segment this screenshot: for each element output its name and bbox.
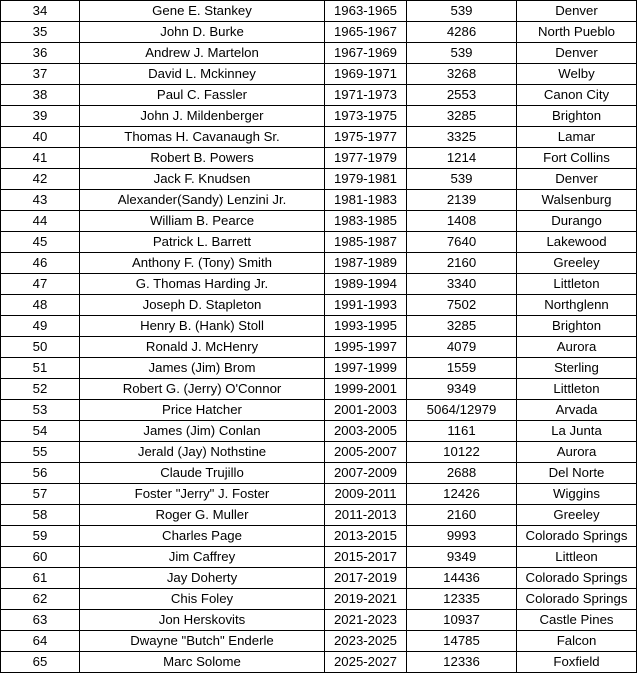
table-row — [1, 400, 637, 421]
council-number-cell: 14436 — [407, 568, 517, 589]
name-cell: William B. Pearce — [80, 211, 325, 232]
term-years-cell: 1993-1995 — [325, 316, 407, 337]
term-years-cell: 1971-1973 — [325, 85, 407, 106]
council-number-cell: 10122 — [407, 442, 517, 463]
row-number-cell: 59 — [1, 526, 80, 547]
name-cell: Price Hatcher — [80, 400, 325, 421]
city-cell: Walsenburg — [517, 190, 637, 211]
name-cell: Foster "Jerry" J. Foster — [80, 484, 325, 505]
table-row — [1, 274, 637, 295]
row-number-cell: 46 — [1, 253, 80, 274]
table-row — [1, 295, 637, 316]
row-number-cell: 52 — [1, 379, 80, 400]
term-years-cell: 1975-1977 — [325, 127, 407, 148]
council-number-cell: 3340 — [407, 274, 517, 295]
council-number-cell: 14785 — [407, 631, 517, 652]
table-row — [1, 316, 637, 337]
name-cell: Andrew J. Martelon — [80, 43, 325, 64]
city-cell: Fort Collins — [517, 148, 637, 169]
council-number-cell: 2688 — [407, 463, 517, 484]
term-years-cell: 1985-1987 — [325, 232, 407, 253]
term-years-cell: 2023-2025 — [325, 631, 407, 652]
council-number-cell: 2160 — [407, 253, 517, 274]
name-cell: David L. Mckinney — [80, 64, 325, 85]
city-cell: Lamar — [517, 127, 637, 148]
council-number-cell: 2160 — [407, 505, 517, 526]
city-cell: Canon City — [517, 85, 637, 106]
table-row — [1, 148, 637, 169]
term-years-cell: 2015-2017 — [325, 547, 407, 568]
council-number-cell: 9349 — [407, 547, 517, 568]
row-number-cell: 60 — [1, 547, 80, 568]
council-number-cell: 4079 — [407, 337, 517, 358]
council-number-cell: 9349 — [407, 379, 517, 400]
table-row — [1, 43, 637, 64]
city-cell: La Junta — [517, 421, 637, 442]
term-years-cell: 2007-2009 — [325, 463, 407, 484]
name-cell: James (Jim) Conlan — [80, 421, 325, 442]
name-cell: Patrick L. Barrett — [80, 232, 325, 253]
council-number-cell: 1161 — [407, 421, 517, 442]
table-row — [1, 127, 637, 148]
table-row — [1, 568, 637, 589]
city-cell: Arvada — [517, 400, 637, 421]
row-number-cell: 49 — [1, 316, 80, 337]
term-years-cell: 1965-1967 — [325, 22, 407, 43]
city-cell: Littleon — [517, 547, 637, 568]
term-years-cell: 2017-2019 — [325, 568, 407, 589]
table-row — [1, 652, 637, 673]
table-row — [1, 379, 637, 400]
council-number-cell: 539 — [407, 43, 517, 64]
row-number-cell: 34 — [1, 1, 80, 22]
city-cell: Greeley — [517, 253, 637, 274]
council-number-cell: 2139 — [407, 190, 517, 211]
council-number-cell: 3268 — [407, 64, 517, 85]
city-cell: Colorado Springs — [517, 568, 637, 589]
city-cell: Littleton — [517, 274, 637, 295]
row-number-cell: 61 — [1, 568, 80, 589]
city-cell: Northglenn — [517, 295, 637, 316]
term-years-cell: 1987-1989 — [325, 253, 407, 274]
table-row — [1, 358, 637, 379]
name-cell: John D. Burke — [80, 22, 325, 43]
table-row — [1, 337, 637, 358]
row-number-cell: 55 — [1, 442, 80, 463]
term-years-cell: 1969-1971 — [325, 64, 407, 85]
city-cell: Brighton — [517, 106, 637, 127]
city-cell: Denver — [517, 1, 637, 22]
name-cell: John J. Mildenberger — [80, 106, 325, 127]
row-number-cell: 51 — [1, 358, 80, 379]
city-cell: Aurora — [517, 337, 637, 358]
table-row — [1, 211, 637, 232]
city-cell: Wiggins — [517, 484, 637, 505]
name-cell: James (Jim) Brom — [80, 358, 325, 379]
term-years-cell: 2001-2003 — [325, 400, 407, 421]
term-years-cell: 2021-2023 — [325, 610, 407, 631]
term-years-cell: 1979-1981 — [325, 169, 407, 190]
council-number-cell: 7502 — [407, 295, 517, 316]
name-cell: G. Thomas Harding Jr. — [80, 274, 325, 295]
name-cell: Claude Trujillo — [80, 463, 325, 484]
row-number-cell: 40 — [1, 127, 80, 148]
table-row — [1, 463, 637, 484]
row-number-cell: 43 — [1, 190, 80, 211]
name-cell: Ronald J. McHenry — [80, 337, 325, 358]
council-number-cell: 10937 — [407, 610, 517, 631]
council-number-cell: 3285 — [407, 316, 517, 337]
term-years-cell: 2013-2015 — [325, 526, 407, 547]
name-cell: Alexander(Sandy) Lenzini Jr. — [80, 190, 325, 211]
council-number-cell: 539 — [407, 169, 517, 190]
name-cell: Marc Solome — [80, 652, 325, 673]
name-cell: Jack F. Knudsen — [80, 169, 325, 190]
row-number-cell: 35 — [1, 22, 80, 43]
table-row — [1, 421, 637, 442]
table-row — [1, 526, 637, 547]
name-cell: Jim Caffrey — [80, 547, 325, 568]
council-number-cell: 3285 — [407, 106, 517, 127]
row-number-cell: 36 — [1, 43, 80, 64]
table-body — [1, 1, 637, 673]
table-row — [1, 547, 637, 568]
row-number-cell: 44 — [1, 211, 80, 232]
table-row — [1, 232, 637, 253]
row-number-cell: 38 — [1, 85, 80, 106]
name-cell: Jerald (Jay) Nothstine — [80, 442, 325, 463]
row-number-cell: 54 — [1, 421, 80, 442]
council-number-cell: 4286 — [407, 22, 517, 43]
term-years-cell: 1997-1999 — [325, 358, 407, 379]
city-cell: Falcon — [517, 631, 637, 652]
name-cell: Robert B. Powers — [80, 148, 325, 169]
term-years-cell: 1977-1979 — [325, 148, 407, 169]
council-number-cell: 9993 — [407, 526, 517, 547]
term-years-cell: 1999-2001 — [325, 379, 407, 400]
council-number-cell: 7640 — [407, 232, 517, 253]
council-number-cell: 5064/12979 — [407, 400, 517, 421]
row-number-cell: 62 — [1, 589, 80, 610]
council-number-cell: 539 — [407, 1, 517, 22]
name-cell: Roger G. Muller — [80, 505, 325, 526]
council-number-cell: 3325 — [407, 127, 517, 148]
term-years-cell: 1983-1985 — [325, 211, 407, 232]
city-cell: Colorado Springs — [517, 589, 637, 610]
term-years-cell: 2019-2021 — [325, 589, 407, 610]
name-cell: Dwayne "Butch" Enderle — [80, 631, 325, 652]
city-cell: Sterling — [517, 358, 637, 379]
name-cell: Thomas H. Cavanaugh Sr. — [80, 127, 325, 148]
table-row — [1, 1, 637, 22]
row-number-cell: 63 — [1, 610, 80, 631]
city-cell: Littleton — [517, 379, 637, 400]
term-years-cell: 1973-1975 — [325, 106, 407, 127]
city-cell: Aurora — [517, 442, 637, 463]
name-cell: Gene E. Stankey — [80, 1, 325, 22]
term-years-cell: 1967-1969 — [325, 43, 407, 64]
table-row — [1, 106, 637, 127]
row-number-cell: 58 — [1, 505, 80, 526]
row-number-cell: 57 — [1, 484, 80, 505]
city-cell: Del Norte — [517, 463, 637, 484]
row-number-cell: 45 — [1, 232, 80, 253]
term-years-cell: 1989-1994 — [325, 274, 407, 295]
city-cell: Colorado Springs — [517, 526, 637, 547]
row-number-cell: 50 — [1, 337, 80, 358]
city-cell: Welby — [517, 64, 637, 85]
name-cell: Chis Foley — [80, 589, 325, 610]
row-number-cell: 65 — [1, 652, 80, 673]
name-cell: Joseph D. Stapleton — [80, 295, 325, 316]
council-number-cell: 1559 — [407, 358, 517, 379]
term-years-cell: 1991-1993 — [325, 295, 407, 316]
row-number-cell: 47 — [1, 274, 80, 295]
table-row — [1, 64, 637, 85]
table-row — [1, 22, 637, 43]
row-number-cell: 56 — [1, 463, 80, 484]
name-cell: Jay Doherty — [80, 568, 325, 589]
city-cell: Foxfield — [517, 652, 637, 673]
council-number-cell: 1408 — [407, 211, 517, 232]
name-cell: Henry B. (Hank) Stoll — [80, 316, 325, 337]
table-row — [1, 610, 637, 631]
table-row — [1, 85, 637, 106]
term-years-cell: 2003-2005 — [325, 421, 407, 442]
city-cell: North Pueblo — [517, 22, 637, 43]
row-number-cell: 42 — [1, 169, 80, 190]
city-cell: Denver — [517, 169, 637, 190]
term-years-cell: 2009-2011 — [325, 484, 407, 505]
table-row — [1, 631, 637, 652]
city-cell: Denver — [517, 43, 637, 64]
table-row — [1, 505, 637, 526]
table-row — [1, 190, 637, 211]
table-row — [1, 169, 637, 190]
term-years-cell: 1981-1983 — [325, 190, 407, 211]
name-cell: Jon Herskovits — [80, 610, 325, 631]
name-cell: Paul C. Fassler — [80, 85, 325, 106]
table-row — [1, 442, 637, 463]
council-number-cell: 12335 — [407, 589, 517, 610]
term-years-cell: 1995-1997 — [325, 337, 407, 358]
council-number-cell: 12426 — [407, 484, 517, 505]
row-number-cell: 64 — [1, 631, 80, 652]
city-cell: Lakewood — [517, 232, 637, 253]
row-number-cell: 41 — [1, 148, 80, 169]
term-years-cell: 2025-2027 — [325, 652, 407, 673]
city-cell: Durango — [517, 211, 637, 232]
table-row — [1, 484, 637, 505]
council-number-cell: 2553 — [407, 85, 517, 106]
city-cell: Brighton — [517, 316, 637, 337]
table-row — [1, 589, 637, 610]
term-years-cell: 2005-2007 — [325, 442, 407, 463]
term-years-cell: 1963-1965 — [325, 1, 407, 22]
name-cell: Anthony F. (Tony) Smith — [80, 253, 325, 274]
council-number-cell: 12336 — [407, 652, 517, 673]
name-cell: Robert G. (Jerry) O'Connor — [80, 379, 325, 400]
table-row — [1, 253, 637, 274]
term-years-cell: 2011-2013 — [325, 505, 407, 526]
name-cell: Charles Page — [80, 526, 325, 547]
city-cell: Castle Pines — [517, 610, 637, 631]
council-number-cell: 1214 — [407, 148, 517, 169]
row-number-cell: 48 — [1, 295, 80, 316]
city-cell: Greeley — [517, 505, 637, 526]
row-number-cell: 37 — [1, 64, 80, 85]
row-number-cell: 39 — [1, 106, 80, 127]
row-number-cell: 53 — [1, 400, 80, 421]
